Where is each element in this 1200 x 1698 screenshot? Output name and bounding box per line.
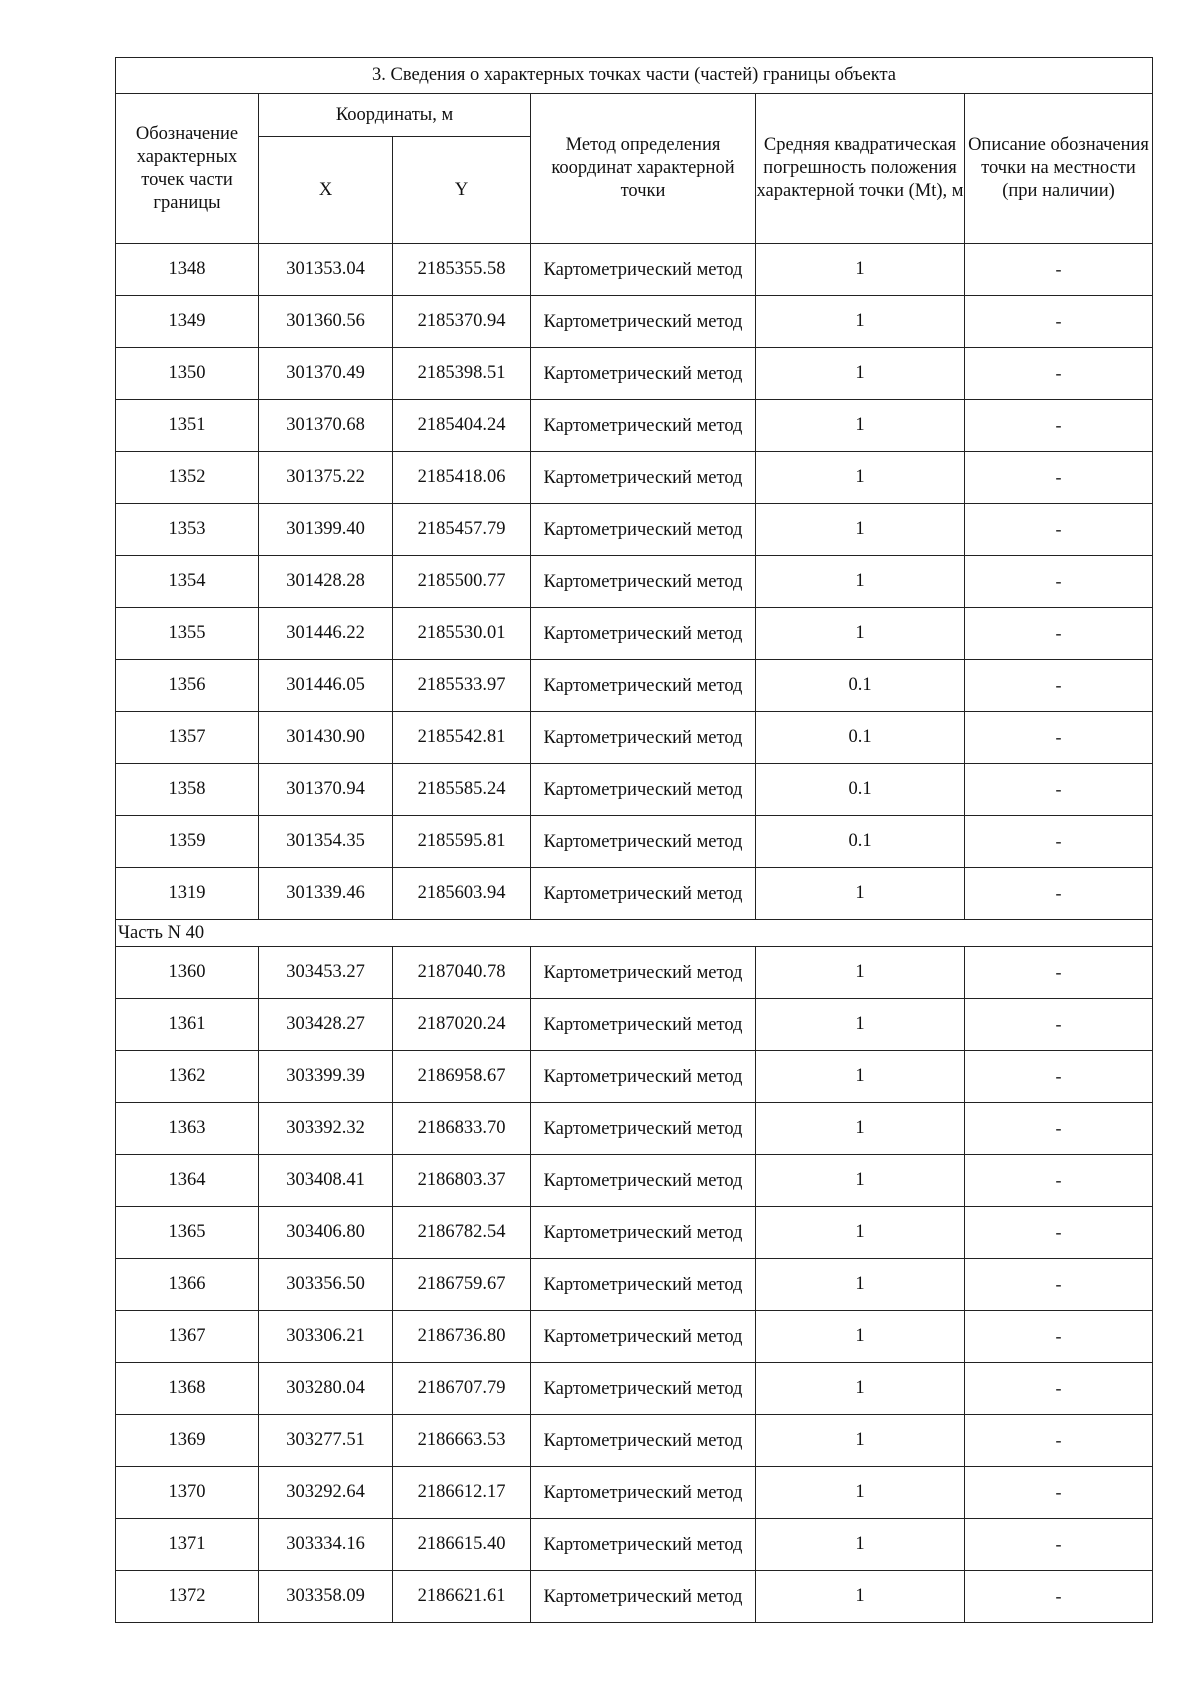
x-coordinate-cell: 301353.04 <box>259 244 393 296</box>
description-cell: - <box>965 1311 1153 1363</box>
description-cell: - <box>965 296 1153 348</box>
x-coordinate-cell: 303406.80 <box>259 1207 393 1259</box>
description-cell: - <box>965 1467 1153 1519</box>
description-cell: - <box>965 712 1153 764</box>
title-row <box>116 58 1153 94</box>
boundary-points-table <box>115 57 1153 1623</box>
header-designation: Обозначение характерных точек части границы <box>116 94 259 244</box>
error-cell: 1 <box>756 504 965 556</box>
x-coordinate-cell: 303356.50 <box>259 1259 393 1311</box>
table-row <box>116 947 1153 999</box>
table-row <box>116 1259 1153 1311</box>
method-cell: Картометрический метод <box>531 400 756 452</box>
point-id-cell: 1371 <box>116 1519 259 1571</box>
table-row <box>116 556 1153 608</box>
method-cell: Картометрический метод <box>531 816 756 868</box>
y-coordinate-cell: 2187020.24 <box>393 999 531 1051</box>
error-cell: 1 <box>756 400 965 452</box>
point-id-cell: 1369 <box>116 1415 259 1467</box>
x-coordinate-cell: 303306.21 <box>259 1311 393 1363</box>
table-row <box>116 999 1153 1051</box>
error-cell: 1 <box>756 452 965 504</box>
point-id-cell: 1365 <box>116 1207 259 1259</box>
table-row <box>116 1363 1153 1415</box>
error-cell: 1 <box>756 947 965 999</box>
y-coordinate-cell: 2186663.53 <box>393 1415 531 1467</box>
description-cell: - <box>965 1155 1153 1207</box>
error-cell: 1 <box>756 296 965 348</box>
error-cell: 1 <box>756 868 965 920</box>
x-coordinate-cell: 301446.22 <box>259 608 393 660</box>
description-cell: - <box>965 1571 1153 1623</box>
y-coordinate-cell: 2185542.81 <box>393 712 531 764</box>
description-cell: - <box>965 1103 1153 1155</box>
y-coordinate-cell: 2185404.24 <box>393 400 531 452</box>
part-label-row <box>116 920 1153 947</box>
error-cell: 1 <box>756 1155 965 1207</box>
x-coordinate-cell: 301430.90 <box>259 712 393 764</box>
point-id-cell: 1362 <box>116 1051 259 1103</box>
table-row <box>116 764 1153 816</box>
point-id-cell: 1367 <box>116 1311 259 1363</box>
table-row <box>116 608 1153 660</box>
header-y: Y <box>393 137 531 244</box>
x-coordinate-cell: 301370.94 <box>259 764 393 816</box>
table-row <box>116 1051 1153 1103</box>
error-cell: 1 <box>756 1311 965 1363</box>
description-cell: - <box>965 947 1153 999</box>
y-coordinate-cell: 2186736.80 <box>393 1311 531 1363</box>
y-coordinate-cell: 2185595.81 <box>393 816 531 868</box>
y-coordinate-cell: 2185603.94 <box>393 868 531 920</box>
x-coordinate-cell: 303277.51 <box>259 1415 393 1467</box>
method-cell: Картометрический метод <box>531 1051 756 1103</box>
table-row <box>116 816 1153 868</box>
description-cell: - <box>965 868 1153 920</box>
y-coordinate-cell: 2185530.01 <box>393 608 531 660</box>
x-coordinate-cell: 303453.27 <box>259 947 393 999</box>
method-cell: Картометрический метод <box>531 1311 756 1363</box>
table-row <box>116 868 1153 920</box>
description-cell: - <box>965 1363 1153 1415</box>
method-cell: Картометрический метод <box>531 999 756 1051</box>
y-coordinate-cell: 2186707.79 <box>393 1363 531 1415</box>
error-cell: 1 <box>756 1363 965 1415</box>
description-cell: - <box>965 608 1153 660</box>
point-id-cell: 1351 <box>116 400 259 452</box>
error-cell: 1 <box>756 1207 965 1259</box>
method-cell: Картометрический метод <box>531 504 756 556</box>
point-id-cell: 1370 <box>116 1467 259 1519</box>
error-cell: 1 <box>756 1259 965 1311</box>
table-row <box>116 1207 1153 1259</box>
x-coordinate-cell: 301360.56 <box>259 296 393 348</box>
error-cell: 1 <box>756 608 965 660</box>
point-id-cell: 1363 <box>116 1103 259 1155</box>
x-coordinate-cell: 303392.32 <box>259 1103 393 1155</box>
method-cell: Картометрический метод <box>531 1363 756 1415</box>
method-cell: Картометрический метод <box>531 1155 756 1207</box>
description-cell: - <box>965 452 1153 504</box>
point-id-cell: 1319 <box>116 868 259 920</box>
table-title: 3. Сведения о характерных точках части (частей) границы объекта <box>116 58 1153 94</box>
point-id-cell: 1354 <box>116 556 259 608</box>
method-cell: Картометрический метод <box>531 296 756 348</box>
y-coordinate-cell: 2186612.17 <box>393 1467 531 1519</box>
method-cell: Картометрический метод <box>531 1467 756 1519</box>
description-cell: - <box>965 660 1153 712</box>
description-cell: - <box>965 244 1153 296</box>
x-coordinate-cell: 303292.64 <box>259 1467 393 1519</box>
error-cell: 1 <box>756 1103 965 1155</box>
y-coordinate-cell: 2185457.79 <box>393 504 531 556</box>
error-cell: 1 <box>756 999 965 1051</box>
table-row <box>116 452 1153 504</box>
x-coordinate-cell: 301370.68 <box>259 400 393 452</box>
description-cell: - <box>965 504 1153 556</box>
error-cell: 1 <box>756 348 965 400</box>
description-cell: - <box>965 348 1153 400</box>
error-cell: 1 <box>756 1467 965 1519</box>
method-cell: Картометрический метод <box>531 868 756 920</box>
x-coordinate-cell: 303428.27 <box>259 999 393 1051</box>
error-cell: 1 <box>756 1571 965 1623</box>
description-cell: - <box>965 556 1153 608</box>
y-coordinate-cell: 2186621.61 <box>393 1571 531 1623</box>
description-cell: - <box>965 1207 1153 1259</box>
table-row <box>116 1311 1153 1363</box>
point-id-cell: 1368 <box>116 1363 259 1415</box>
error-cell: 1 <box>756 1415 965 1467</box>
description-cell: - <box>965 400 1153 452</box>
x-coordinate-cell: 301339.46 <box>259 868 393 920</box>
description-cell: - <box>965 816 1153 868</box>
table-row <box>116 348 1153 400</box>
header-coordinates: Координаты, м <box>259 94 531 137</box>
x-coordinate-cell: 303399.39 <box>259 1051 393 1103</box>
y-coordinate-cell: 2185533.97 <box>393 660 531 712</box>
table-row <box>116 296 1153 348</box>
part-label: Часть N 40 <box>116 920 1153 947</box>
description-cell: - <box>965 1051 1153 1103</box>
method-cell: Картометрический метод <box>531 348 756 400</box>
x-coordinate-cell: 301354.35 <box>259 816 393 868</box>
x-coordinate-cell: 303358.09 <box>259 1571 393 1623</box>
table-row <box>116 1103 1153 1155</box>
x-coordinate-cell: 301399.40 <box>259 504 393 556</box>
method-cell: Картометрический метод <box>531 608 756 660</box>
header-error: Средняя квадратическая погрешность положения характерной точки (Mt), м <box>756 94 965 244</box>
y-coordinate-cell: 2186615.40 <box>393 1519 531 1571</box>
method-cell: Картометрический метод <box>531 452 756 504</box>
point-id-cell: 1366 <box>116 1259 259 1311</box>
error-cell: 0.1 <box>756 660 965 712</box>
x-coordinate-cell: 303334.16 <box>259 1519 393 1571</box>
method-cell: Картометрический метод <box>531 1103 756 1155</box>
y-coordinate-cell: 2186833.70 <box>393 1103 531 1155</box>
error-cell: 1 <box>756 244 965 296</box>
header-method: Метод определения координат характерной точки <box>531 94 756 244</box>
description-cell: - <box>965 1259 1153 1311</box>
table-row <box>116 1415 1153 1467</box>
description-cell: - <box>965 1519 1153 1571</box>
table-row <box>116 1519 1153 1571</box>
method-cell: Картометрический метод <box>531 244 756 296</box>
description-cell: - <box>965 764 1153 816</box>
point-id-cell: 1348 <box>116 244 259 296</box>
method-cell: Картометрический метод <box>531 1519 756 1571</box>
method-cell: Картометрический метод <box>531 1207 756 1259</box>
point-id-cell: 1361 <box>116 999 259 1051</box>
point-id-cell: 1358 <box>116 764 259 816</box>
method-cell: Картометрический метод <box>531 660 756 712</box>
header-row-1 <box>116 94 1153 137</box>
table-row <box>116 244 1153 296</box>
method-cell: Картометрический метод <box>531 1415 756 1467</box>
table-row <box>116 1571 1153 1623</box>
table-row <box>116 400 1153 452</box>
document-page <box>115 57 1152 1623</box>
error-cell: 1 <box>756 1051 965 1103</box>
point-id-cell: 1364 <box>116 1155 259 1207</box>
description-cell: - <box>965 1415 1153 1467</box>
method-cell: Картометрический метод <box>531 556 756 608</box>
x-coordinate-cell: 301370.49 <box>259 348 393 400</box>
y-coordinate-cell: 2185585.24 <box>393 764 531 816</box>
method-cell: Картометрический метод <box>531 712 756 764</box>
point-id-cell: 1350 <box>116 348 259 400</box>
y-coordinate-cell: 2185370.94 <box>393 296 531 348</box>
method-cell: Картометрический метод <box>531 1259 756 1311</box>
y-coordinate-cell: 2186759.67 <box>393 1259 531 1311</box>
method-cell: Картометрический метод <box>531 1571 756 1623</box>
y-coordinate-cell: 2185398.51 <box>393 348 531 400</box>
header-x: X <box>259 137 393 244</box>
table-row <box>116 1155 1153 1207</box>
point-id-cell: 1353 <box>116 504 259 556</box>
y-coordinate-cell: 2185355.58 <box>393 244 531 296</box>
point-id-cell: 1349 <box>116 296 259 348</box>
header-description: Описание обозначения точки на местности (при наличии) <box>965 94 1153 244</box>
table-row <box>116 504 1153 556</box>
table-row <box>116 1467 1153 1519</box>
point-id-cell: 1355 <box>116 608 259 660</box>
y-coordinate-cell: 2186958.67 <box>393 1051 531 1103</box>
point-id-cell: 1357 <box>116 712 259 764</box>
description-cell: - <box>965 999 1153 1051</box>
x-coordinate-cell: 301428.28 <box>259 556 393 608</box>
table-row <box>116 660 1153 712</box>
point-id-cell: 1359 <box>116 816 259 868</box>
error-cell: 0.1 <box>756 712 965 764</box>
method-cell: Картометрический метод <box>531 764 756 816</box>
error-cell: 1 <box>756 556 965 608</box>
y-coordinate-cell: 2186803.37 <box>393 1155 531 1207</box>
x-coordinate-cell: 303408.41 <box>259 1155 393 1207</box>
point-id-cell: 1372 <box>116 1571 259 1623</box>
error-cell: 0.1 <box>756 764 965 816</box>
y-coordinate-cell: 2187040.78 <box>393 947 531 999</box>
point-id-cell: 1360 <box>116 947 259 999</box>
y-coordinate-cell: 2185500.77 <box>393 556 531 608</box>
point-id-cell: 1352 <box>116 452 259 504</box>
y-coordinate-cell: 2185418.06 <box>393 452 531 504</box>
method-cell: Картометрический метод <box>531 947 756 999</box>
y-coordinate-cell: 2186782.54 <box>393 1207 531 1259</box>
x-coordinate-cell: 301446.05 <box>259 660 393 712</box>
x-coordinate-cell: 303280.04 <box>259 1363 393 1415</box>
error-cell: 1 <box>756 1519 965 1571</box>
point-id-cell: 1356 <box>116 660 259 712</box>
x-coordinate-cell: 301375.22 <box>259 452 393 504</box>
table-row <box>116 712 1153 764</box>
error-cell: 0.1 <box>756 816 965 868</box>
